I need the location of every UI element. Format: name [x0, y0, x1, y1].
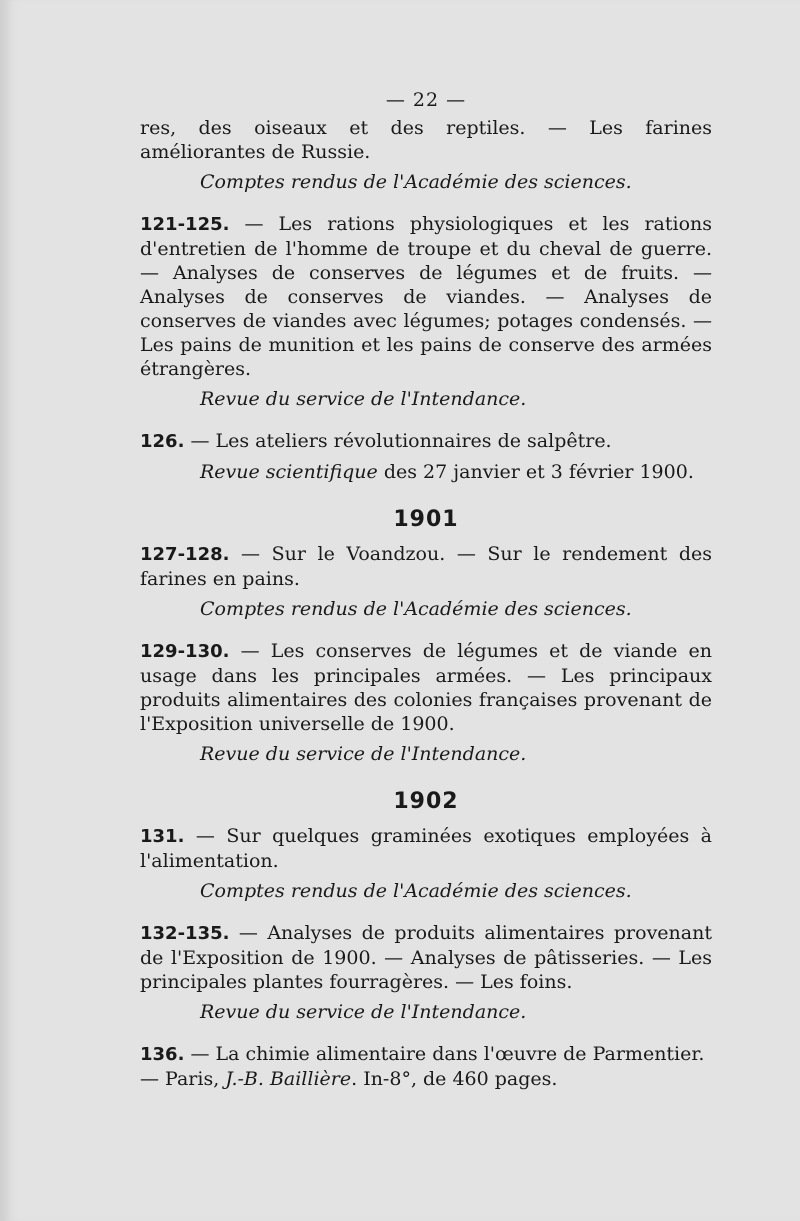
year-heading-1901: 1901 [393, 507, 459, 532]
entry-source [200, 460, 712, 484]
entry-text: — Les conserves de légumes et de viande en usage dans les principales armées. — Les principaux produits alimentaires des colonies françaises provenant de l'Exposition universelle de 1900. [140, 640, 712, 735]
entry-number: 126. [140, 431, 185, 452]
intro-text: res, des oiseaux et des reptiles. — Les farines améliorantes de Russie. [140, 117, 712, 163]
entry-source: Revue du service de l'Intendance. [200, 388, 527, 410]
entry-source: Comptes rendus de l'Académie des sciences. [200, 598, 632, 620]
entry-source: Comptes rendus de l'Académie des sciences. [200, 880, 632, 902]
entry-text: — Sur le Voandzou. — Sur le rendement des farines en pains. [140, 543, 712, 590]
intro-source: Comptes rendus de l'Académie des sciences. [200, 171, 632, 193]
entry-129-130 [140, 639, 712, 766]
entry-text: — Sur quelques graminées exotiques employées à l'alimentation. [140, 825, 712, 872]
entry-number: 131. [140, 826, 185, 847]
entry-number: 132-135. [140, 923, 230, 944]
year-heading-1902: 1902 [393, 789, 459, 814]
journal-dates: des 27 janvier et 3 février 1900. [377, 461, 694, 483]
entry-126 [140, 429, 712, 484]
page-number: — 22 — [385, 89, 467, 111]
publisher-name: J.-B. Baillière [225, 1068, 352, 1090]
entry-number: 121-125. [140, 214, 230, 235]
entry-number: 127-128. [140, 544, 230, 565]
entry-121-125 [140, 212, 712, 411]
page-content [140, 88, 712, 1091]
entry-text: — Analyses de produits alimentaires provenant de l'Exposition de 1900. — Analyses de pâtisseries. — Les principales plantes fourragères. — Les foins. [140, 922, 712, 993]
entry-source: Revue du service de l'Intendance. [200, 1001, 527, 1023]
entry-number: 129-130. [140, 641, 230, 662]
entry-source: Revue du service de l'Intendance. [200, 743, 527, 765]
entry-132-135 [140, 921, 712, 1024]
entry-text-end: . In-8°, de 460 pages. [351, 1068, 558, 1090]
entry-number: 136. [140, 1044, 185, 1065]
entry-131 [140, 824, 712, 903]
entry-text: — La chimie alimentaire dans l'œuvre de Parmentier. — Paris, [140, 1043, 705, 1090]
entry-text: — Les rations physiologiques et les rations d'entretien de l'homme de troupe et du cheval de guerre. — Analyses de conserves de légumes et de fruits. — Analyses de conserves de viandes. — Analyses de conserves de viandes avec légumes; potages condensés. — Les pains de munition et les pains de conserve des armées étrangères. [140, 213, 712, 380]
entry-136 [140, 1042, 712, 1091]
entry-text: — Les ateliers révolutionnaires de salpêtre. [184, 430, 612, 452]
journal-title: Revue scientifique [200, 461, 378, 483]
entry-127-128 [140, 542, 712, 621]
